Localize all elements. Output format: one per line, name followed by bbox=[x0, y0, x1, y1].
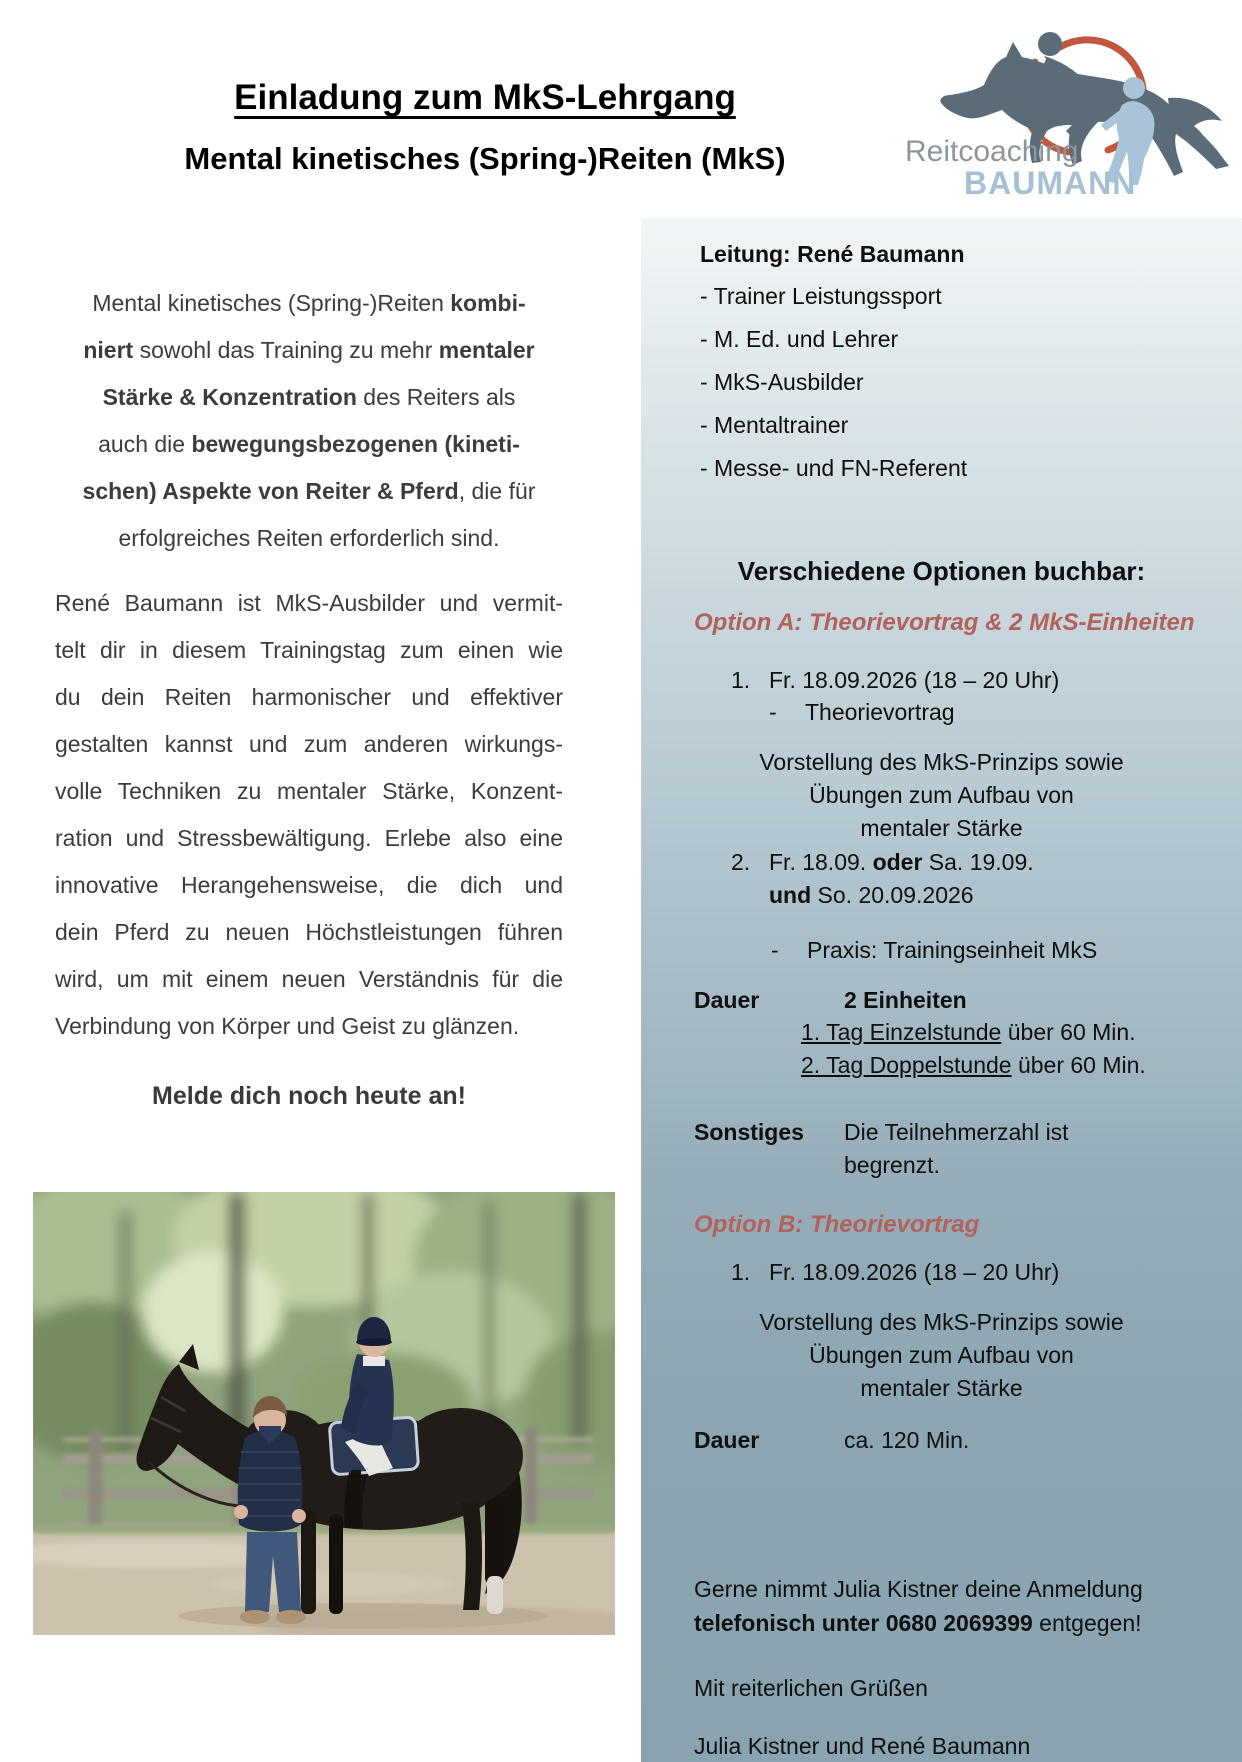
leitung-heading: Leitung: René Baumann bbox=[700, 241, 965, 267]
option-a-praxis bbox=[771, 934, 1097, 967]
sub-item-text: Praxis: Trainingseinheit MkS bbox=[807, 937, 1098, 963]
bullet-dash: - bbox=[771, 937, 779, 963]
option-a-item-1-sub bbox=[769, 696, 955, 729]
option-a-description: Vorstellung des MkS-Prinzips sowie Übungen zum Aufbau von mentaler Stärke bbox=[759, 749, 1124, 841]
option-a-heading: Option A: Theorievortrag & 2 MkS-Einheiten bbox=[694, 609, 1195, 636]
option-b-description: Vorstellung des MkS-Prinzips sowie Übungen zum Aufbau von mentaler Stärke bbox=[759, 1309, 1124, 1401]
dauer-label: Dauer bbox=[694, 987, 760, 1013]
item-text: Fr. 18.09.2026 (18 – 20 Uhr) bbox=[769, 667, 1060, 693]
info-panel bbox=[641, 218, 1242, 1762]
dauer-details: 1. Tag Einzelstunde über 60 Min. 2. Tag Doppelstunde über 60 Min. bbox=[801, 1019, 1146, 1078]
man-with-horse-and-rider-photo bbox=[33, 1192, 615, 1635]
intro-paragraph: Mental kinetisches (Spring-)Reiten kombi- niert sowohl das Training zu mehr mentaler Stärke & Konzentration des Reiters als auch die bewegungsbezogenen (kineti- schen) Aspekte von Reiter & Pferd, die für erfolgreiches Reiten erforderlich sind. bbox=[82, 290, 536, 551]
horse-jump-logo-icon bbox=[872, 14, 1234, 200]
option-b-heading: Option B: Theorievortrag bbox=[694, 1211, 980, 1238]
page-subtitle: Mental kinetisches (Spring-)Reiten (MkS) bbox=[184, 141, 786, 176]
page-title: Einladung zum MkS-Lehrgang bbox=[234, 78, 736, 117]
item-text bbox=[769, 846, 1034, 912]
qualification-list: - Trainer Leistungssport - M. Ed. und Lehrer - MkS-Ausbilder - Mentaltrainer - Messe- und FN-Referent bbox=[700, 283, 968, 481]
option-a-item-2 bbox=[731, 846, 1034, 912]
sonstiges-value: Die Teilnehmerzahl ist begrenzt. bbox=[844, 1119, 1069, 1178]
item-number: 1. bbox=[731, 1259, 751, 1285]
signature: Julia Kistner und René Baumann bbox=[694, 1733, 1031, 1759]
brand-name-top: Reitcoaching bbox=[905, 135, 1079, 168]
brand-logo bbox=[872, 14, 1234, 200]
item-text: Fr. 18.09.2026 (18 – 20 Uhr) bbox=[769, 1259, 1060, 1285]
item-line-1: Fr. 18.09. oder Sa. 19.09. bbox=[769, 849, 1034, 875]
item-number: 1. bbox=[731, 667, 751, 693]
options-heading: Verschiedene Optionen buchbar: bbox=[737, 556, 1146, 586]
dauer-label: Dauer bbox=[694, 1427, 760, 1453]
sub-item-text: Theorievortrag bbox=[805, 699, 955, 725]
item-number: 2. bbox=[731, 849, 751, 875]
bullet-dash: - bbox=[769, 699, 777, 725]
sonstiges-label: Sonstiges bbox=[694, 1119, 804, 1145]
dauer-value: 2 Einheiten bbox=[844, 987, 967, 1013]
brand-name-bottom: BAUMANN bbox=[964, 165, 1137, 200]
option-a-item-1 bbox=[731, 664, 1059, 697]
cta-text: Melde dich noch heute an! bbox=[152, 1082, 466, 1110]
contact-info: Gerne nimmt Julia Kistner deine Anmeldung telefonisch unter 0680 2069399 entgegen! bbox=[694, 1576, 1143, 1636]
closing-greeting: Mit reiterlichen Grüßen bbox=[694, 1675, 928, 1701]
option-b-item-1 bbox=[731, 1256, 1059, 1289]
dauer-value: ca. 120 Min. bbox=[844, 1427, 970, 1453]
item-line-2: und So. 20.09.2026 bbox=[769, 882, 974, 908]
photo bbox=[33, 1192, 615, 1635]
description-paragraph: René Baumann ist MkS-Ausbilder und vermit- telt dir in diesem Trainingstag zum einen wie du dein Reiten harmonischer und effektiver gestalten kannst und zum anderen wirkungs- volle Techniken zu mentaler Stärke, Konzent- ration und Stressbewältigung. Erlebe also eine innovative Herangehensweise, die dich und dein Pferd zu neuen Höchstleistungen führen wird, um mit einem neuen Verständnis für die Verbindung von Körper und Geist zu glänzen. bbox=[55, 590, 563, 1039]
